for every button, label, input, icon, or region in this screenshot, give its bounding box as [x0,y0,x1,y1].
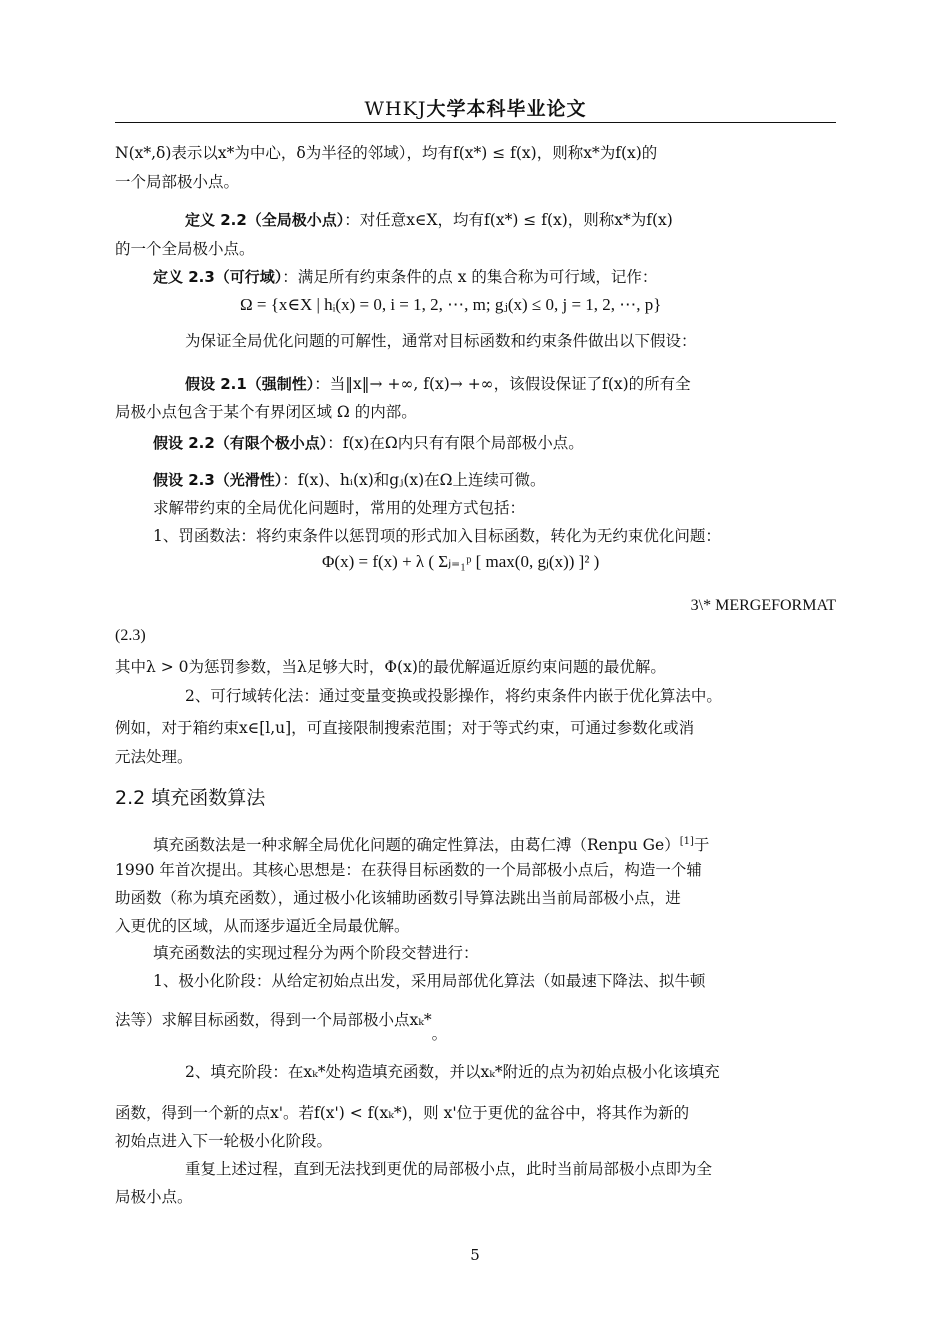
text-line: 1、罚函数法：将约束条件以惩罚项的形式加入目标函数，转化为无约束优化问题： [153,527,721,545]
text-line: 为保证全局优化问题的可解性，通常对目标函数和约束条件做出以下假设： [185,332,697,350]
section-heading: 2.2 填充函数算法 [115,787,266,809]
paragraph-line: 函数，得到一个新的点x'。若f(x') < f(xₖ*)，则 x'位于更优的盆谷中，将其作为新的 [115,1104,690,1122]
paragraph-text: 填充函数法是一种求解全局优化问题的确定性算法，由葛仁溥（Renpu Ge） [153,836,680,855]
definition-2-2 [185,206,906,234]
paragraph-line [153,828,874,859]
formula-text: Ω = {x∈X | hᵢ(x) = 0, i = 1, 2, ⋯, m; gⱼ(x) ≤ 0, j = 1, 2, ⋯, p} [240,295,662,314]
assumption-text: ：当‖x‖→ +∞, f(x)→ +∞，该假设保证了f(x)的所有全 [314,375,691,393]
assumption-title: 假设 2.3（光滑性） [153,471,283,489]
page-number: 5 [470,1246,480,1264]
penalty-formula: Φ(x) = f(x) + λ ( Σⱼ₌₁ᵖ [ max(0, gⱼ(x)) ]² ) [322,552,600,571]
paragraph-line: 入更优的区域，从而逐步逼近全局最优解。 [115,917,410,935]
definition-text: ：对任意x∈X，均有f(x*) ≤ f(x)，则称x*为f(x) [344,211,673,229]
equation-number: (2.3) [115,627,146,644]
assumption-2-1 [185,370,906,398]
definition-title: 定义 2.2（全局极小点） [185,211,345,229]
header-prefix: WHKJ [364,98,427,120]
assumption-2-3 [153,466,874,494]
paragraph-line [115,1006,836,1043]
definition-title: 定义 2.3（可行域） [153,268,283,286]
citation-link[interactable]: [1] [679,836,694,847]
text-line: 局极小点包含于某个有界闭区域 Ω 的内部。 [115,403,417,421]
running-header [115,94,836,121]
text-line: 的一个全局极小点。 [115,240,255,258]
paragraph-line: 1990 年首次提出。其核心思想是：在获得目标函数的一个局部极小点后，构造一个辅 [115,861,702,879]
paragraph-text: 。 [431,1025,448,1043]
text-line: 例如，对于箱约束x∈[l,u]，可直接限制搜索范围；对于等式约束，可通过参数化或消 [115,719,695,737]
text-line: 一个局部极小点。 [115,173,240,191]
feasible-set-formula [240,291,950,319]
paragraph-line: 填充函数法的实现过程分为两个阶段交替进行： [153,944,479,962]
paragraph-text: 法等）求解目标函数，得到一个局部极小点xₖ* [115,1011,432,1029]
text-line: 其中λ > 0为惩罚参数，当λ足够大时，Φ(x)的最优解逼近原约束问题的最优解。 [115,658,666,676]
header-title: 大学本科毕业论文 [426,98,587,120]
paragraph-line: 重复上述过程，直到无法找到更优的局部极小点，此时当前局部极小点即为全 [185,1160,713,1178]
assumption-text: ：f(x)在Ω内只有有限个局部极小点。 [327,434,584,452]
paragraph-line: 局极小点。 [115,1188,193,1206]
paragraph-line: 1、极小化阶段：从给定初始点出发，采用局部优化算法（如最速下降法、拟牛顿 [153,972,706,990]
paragraph-text: 于 [693,836,710,855]
paragraph-line: 助函数（称为填充函数），通过极小化该辅助函数引导算法跳出当前局部极小点，进 [115,889,681,907]
paragraph-line: 初始点进入下一轮极小化阶段。 [115,1132,333,1150]
header-rule [115,122,836,123]
text-line: 元法处理。 [115,748,193,766]
text-line: 2、可行域转化法：通过变量变换或投影操作，将约束条件内嵌于优化算法中。 [185,687,722,705]
assumption-title: 假设 2.1（强制性） [185,375,315,393]
formula-tag: 3\* MERGEFORMAT [690,597,836,614]
text-line: N(x*,δ)表示以x*为中心，δ为半径的邻域），均有f(x*) ≤ f(x)，则称x*为f(x)的 [115,144,658,162]
assumption-text: ：f(x)、hᵢ(x)和gⱼ(x)在Ω上连续可微。 [282,471,546,489]
paragraph-line: 2、填充阶段：在xₖ*处构造填充函数，并以xₖ*附近的点为初始点极小化该填充 [185,1063,720,1081]
assumption-2-2 [153,429,874,457]
text-line: 求解带约束的全局优化问题时，常用的处理方式包括： [153,499,526,517]
definition-text: ：满足所有约束条件的点 x 的集合称为可行域，记作： [282,268,658,286]
assumption-title: 假设 2.2（有限个极小点） [153,434,328,452]
definition-2-3 [153,263,874,291]
